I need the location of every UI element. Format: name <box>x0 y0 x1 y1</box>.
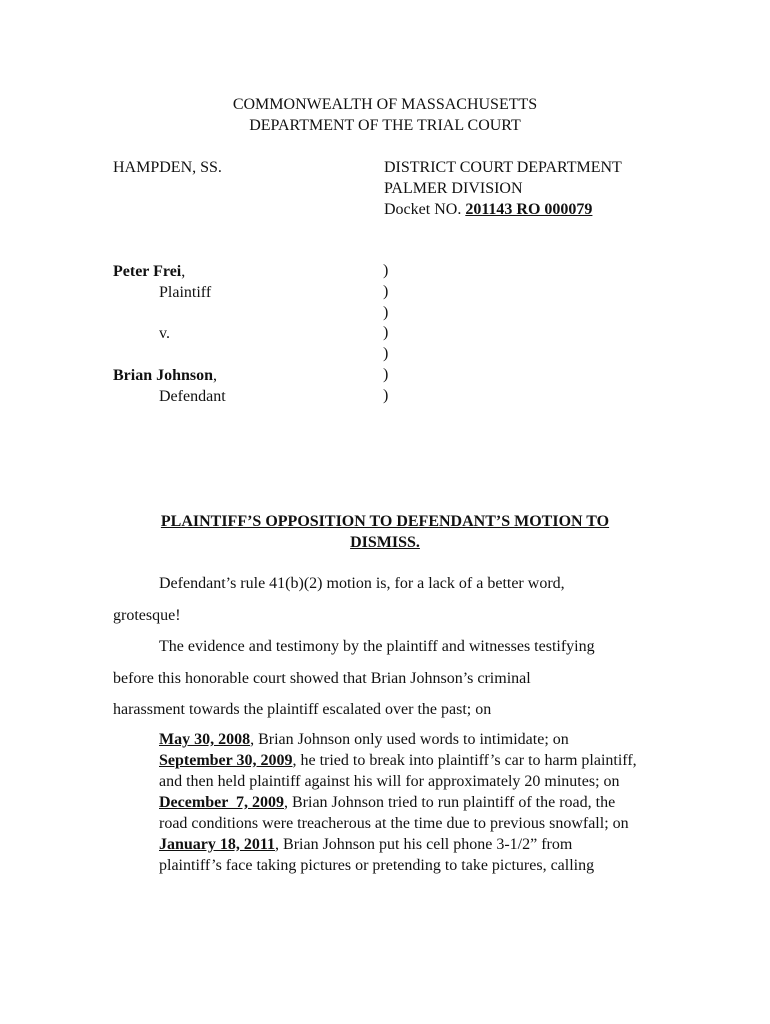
body-p2-line1: The evidence and testimony by the plaintiff and witnesses testifying <box>159 638 595 655</box>
court-header-line1: COMMONWEALTH OF MASSACHUSETTS <box>232 96 538 113</box>
incident-text: , he tried to break into plaintiff’s car to harm plaintiff, and then held plaintiff against his will for approximately 20 minutes; on <box>159 752 637 790</box>
docket-label: Docket NO. <box>384 201 462 218</box>
incident-item <box>159 834 639 876</box>
docket-line <box>384 199 592 220</box>
defendant-comma: , <box>213 367 218 384</box>
paren: ) <box>383 262 389 279</box>
body-p2-line3: harassment towards the plaintiff escalated over the past; on <box>113 701 492 718</box>
incident-item <box>159 750 639 792</box>
court-header-line2: DEPARTMENT OF THE TRIAL COURT <box>249 117 521 134</box>
plaintiff-role: Plaintiff <box>159 284 212 301</box>
court-division: PALMER DIVISION <box>384 180 523 197</box>
document-title-line1: PLAINTIFF’S OPPOSITION TO DEFENDANT’S MOTION TO <box>160 513 610 530</box>
plaintiff-name: Peter Frei <box>113 263 182 280</box>
incident-item <box>159 729 639 750</box>
incident-text: , Brian Johnson only used words to intimidate; on <box>250 731 569 748</box>
paren: ) <box>383 324 389 342</box>
incident-date: September 30, 2009 <box>159 752 293 769</box>
paren: ) <box>383 386 389 404</box>
incident-item <box>159 792 639 834</box>
paren: ) <box>383 345 389 363</box>
incident-date: December 7, 2009 <box>159 794 284 811</box>
versus: v. <box>159 325 170 342</box>
paren: ) <box>383 303 389 321</box>
defendant-role: Defendant <box>159 388 226 405</box>
docket-number: 201143 RO 000079 <box>465 201 593 218</box>
defendant-line <box>113 365 217 386</box>
paren: ) <box>383 282 389 300</box>
body-p1-line1: Defendant’s rule 41(b)(2) motion is, for a lack of a better word, <box>159 575 565 592</box>
incident-text: , Brian Johnson tried to run plaintiff of the road, the road conditions were treacherous at the time due to previous snowfall; on <box>159 794 629 832</box>
incident-date: May 30, 2008 <box>159 731 251 748</box>
incident-list <box>159 729 639 876</box>
defendant-name: Brian Johnson <box>113 367 214 384</box>
county-label: HAMPDEN, SS. <box>113 159 222 176</box>
court-department: DISTRICT COURT DEPARTMENT <box>384 159 622 176</box>
incident-text: , Brian Johnson put his cell phone 3-1/2” from plaintiff’s face taking pictures or pretending to take pictures, calling <box>159 836 595 874</box>
caption-parens <box>383 261 388 407</box>
document-title-line2: DISMISS. <box>350 534 420 551</box>
body-p2-line2: before this honorable court showed that Brian Johnson’s criminal <box>113 670 531 687</box>
paren: ) <box>383 365 389 383</box>
incident-date: January 18, 2011 <box>159 836 276 853</box>
plaintiff-line <box>113 261 185 282</box>
plaintiff-comma: , <box>181 263 186 280</box>
body-p1-line2: grotesque! <box>113 607 181 624</box>
